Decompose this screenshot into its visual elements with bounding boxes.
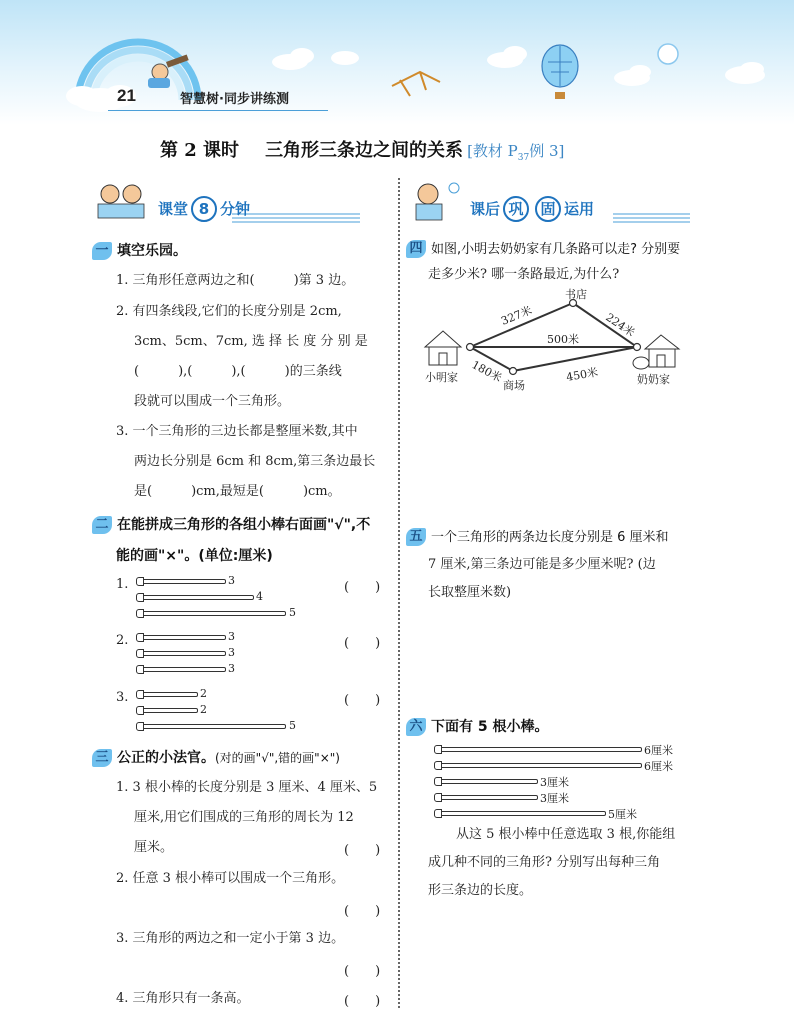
section-4-heading: 四 如图,小明去奶奶家有几条路可以走? 分别要 (406, 238, 680, 258)
stick-length: 3 (228, 574, 235, 587)
s3-line: 1. 3 根小棒的长度分别是 3 厘米、4 厘米、5 (116, 780, 378, 795)
stick-length: 3 (228, 646, 235, 659)
stick-length: 3 (228, 630, 235, 643)
s3-line: 厘米,用它们围成的三角形的周长为 12 (134, 810, 354, 825)
section-2-heading: 二 在能拼成三角形的各组小棒右面画"√",不 (92, 514, 370, 534)
s3-line: 4. 三角形只有一条高。 (116, 991, 250, 1006)
section-5-heading: 五 一个三角形的两条边长度分别是 6 厘米和 (406, 526, 669, 546)
stick (434, 795, 538, 800)
route-map (405, 285, 695, 404)
s4-line: 走多少米? 哪一条路最近,为什么? (428, 267, 620, 282)
s1-line: 两边长分别是 6cm 和 8cm,第三条边最长 (134, 454, 376, 469)
page-header (0, 0, 794, 125)
stick-length: 5厘米 (608, 808, 637, 821)
lesson-number: 第 2 课时 (160, 140, 240, 161)
banner-in-class (92, 180, 360, 228)
stick (136, 708, 198, 713)
stick (434, 811, 606, 816)
s1-line: 3cm、5cm、7cm, 选 择 长 度 分 别 是 (134, 334, 368, 349)
s1-line: 1. 三角形任意两边之和( )第 3 边。 (116, 273, 355, 288)
stick (434, 763, 642, 768)
header-underline (108, 110, 328, 111)
stick (136, 611, 286, 616)
answer-paren[interactable]: ( ) (344, 994, 381, 1009)
s1-line: 是( )cm,最短是( )cm。 (134, 484, 341, 499)
section-1-heading: 一 填空乐园。 (92, 240, 187, 260)
banner-label: 课后 巩 固 运用 (470, 196, 594, 222)
lesson-topic: 三角形三条边之间的关系 (265, 140, 464, 161)
s1-line: 2. 有四条线段,它们的长度分别是 2cm, (116, 304, 342, 319)
stick (136, 635, 226, 640)
s1-line: 段就可以围成一个三角形。 (134, 394, 291, 409)
glider-icon (392, 72, 440, 96)
stick-length: 2 (200, 687, 207, 700)
group-label: 3. (116, 690, 129, 705)
answer-paren[interactable]: ( ) (344, 636, 381, 651)
stick-length: 3厘米 (540, 776, 569, 789)
s6-line: 从这 5 根小棒中任意选取 3 根,你能组 (456, 827, 676, 842)
girl-icon (416, 183, 459, 220)
series-title: 智慧树·同步讲练测 (180, 92, 289, 107)
sun-icon (658, 44, 678, 64)
stick (136, 724, 286, 729)
stick (136, 692, 198, 697)
stick-length: 5 (289, 606, 296, 619)
stick (434, 747, 642, 752)
s3-line: 3. 三角形的两边之和一定小于第 3 边。 (116, 931, 345, 946)
s5-line: 7 厘米,第三条边可能是多少厘米呢? (边 (428, 557, 656, 572)
stick-length: 2 (200, 703, 207, 716)
stick-length: 4 (256, 590, 263, 603)
section-3-heading: 三 公正的小法官。(对的画"√",错的画"×") (92, 747, 340, 767)
stick-length: 3厘米 (540, 792, 569, 805)
group-label: 1. (116, 577, 129, 592)
s6-line: 成几种不同的三角形? 分别写出每种三角 (428, 855, 661, 870)
page-number: 21 (117, 86, 136, 105)
distance-label: 327米 (499, 303, 534, 328)
stick (136, 595, 254, 600)
s1-line: 3. 一个三角形的三边长都是整厘米数,其中 (116, 424, 358, 439)
group-label: 2. (116, 633, 129, 648)
distance-label: 500米 (547, 333, 579, 346)
kids-reading-icon (98, 185, 144, 218)
answer-paren[interactable]: ( ) (344, 904, 381, 919)
stick (434, 779, 538, 784)
answer-paren[interactable]: ( ) (344, 693, 381, 708)
stick-length: 6厘米 (644, 760, 673, 773)
textbook-reference: [教材 $P_{37}$例 3] (467, 142, 565, 163)
answer-paren[interactable]: ( ) (344, 843, 381, 858)
stick (136, 651, 226, 656)
stick-length: 5 (289, 719, 296, 732)
s1-line: ( ),( ),( )的三条线 (134, 364, 342, 379)
column-divider (398, 178, 400, 1008)
banner-label: 课堂 8 分钟 (158, 196, 250, 222)
place-label: 小明家 (425, 371, 458, 384)
lesson-title (160, 136, 564, 163)
s6-line: 形三条边的长度。 (428, 883, 533, 898)
xiaoming-house-icon (425, 331, 461, 365)
s5-line: 长取整厘米数) (428, 585, 512, 600)
answer-paren[interactable]: ( ) (344, 964, 381, 979)
hot-air-balloon-icon (542, 45, 578, 99)
place-label: 商场 (503, 379, 525, 392)
place-label: 书店 (565, 288, 587, 301)
header-decoration (0, 0, 794, 125)
s3-line: 厘米。 (134, 840, 174, 855)
stick-length: 3 (228, 662, 235, 675)
place-label: 奶奶家 (637, 373, 670, 386)
stick (136, 579, 226, 584)
route-map-figure (405, 285, 695, 400)
grandma-house-icon (633, 335, 679, 369)
distance-label: 224米 (603, 310, 638, 340)
section-2-heading-cont: 能的画"×"。(单位:厘米) (116, 548, 273, 564)
stick (136, 667, 226, 672)
distance-label: 450米 (565, 365, 600, 384)
s3-line: 2. 任意 3 根小棒可以围成一个三角形。 (116, 871, 345, 886)
stick-length: 6厘米 (644, 744, 673, 757)
distance-label: 180米 (469, 358, 504, 385)
answer-paren[interactable]: ( ) (344, 580, 381, 595)
section-6-heading: 六 下面有 5 根小棒。 (406, 716, 549, 736)
banner-after-class (408, 180, 690, 228)
